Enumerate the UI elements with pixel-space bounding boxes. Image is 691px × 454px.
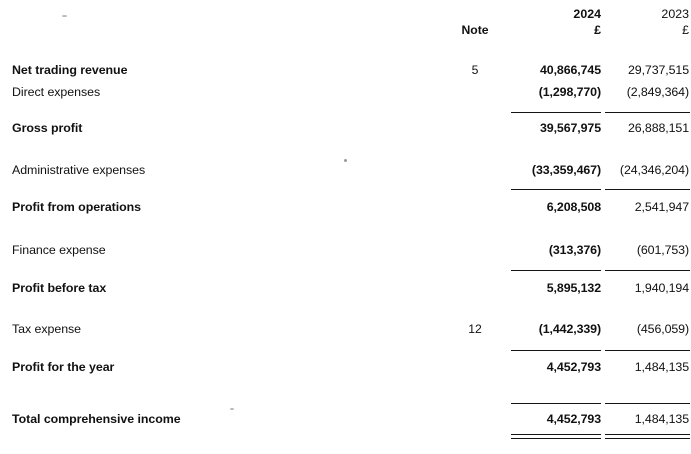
row-label: Net trading revenue xyxy=(12,63,128,77)
subtotal-rule-2024 xyxy=(511,189,601,190)
row-label: Administrative expenses xyxy=(12,163,146,177)
column-header-2023: 2023 xyxy=(661,7,689,21)
column-header-note: Note xyxy=(461,23,489,37)
subtotal-rule-2024 xyxy=(511,350,601,351)
table-row xyxy=(0,280,691,297)
table-row xyxy=(0,242,691,259)
table-row xyxy=(0,359,691,376)
subtotal-rule-2023 xyxy=(605,112,690,113)
row-value-2024: 39,567,975 xyxy=(539,121,601,135)
row-value-2023: 1,484,135 xyxy=(634,360,689,374)
table-row xyxy=(0,120,691,137)
row-value-2023: 29,737,515 xyxy=(627,63,689,77)
column-header-currency-row xyxy=(0,22,691,39)
row-value-2024: 4,452,793 xyxy=(546,412,601,426)
table-row xyxy=(0,199,691,216)
subtotal-rule-2024 xyxy=(511,112,601,113)
table-row xyxy=(0,62,691,79)
row-value-2023: (601,753) xyxy=(636,243,689,257)
row-value-2024: (313,376) xyxy=(548,243,601,257)
scan-artifact-speck xyxy=(344,159,347,162)
column-header-2024: 2024 xyxy=(573,7,601,21)
row-value-2023: 26,888,151 xyxy=(627,121,689,135)
table-row xyxy=(0,411,691,428)
row-label: Tax expense xyxy=(12,322,82,336)
total-rule-2023 xyxy=(605,403,690,404)
closing-double-rule-2024 xyxy=(511,434,601,438)
row-label: Direct expenses xyxy=(12,85,101,99)
total-rule-2024 xyxy=(511,403,601,404)
subtotal-rule-2023 xyxy=(605,350,690,351)
row-value-2024: 4,452,793 xyxy=(546,360,601,374)
row-value-2024: 5,895,132 xyxy=(546,281,601,295)
scan-artifact-speck xyxy=(230,408,234,410)
row-value-2024: (1,442,339) xyxy=(538,322,601,336)
row-value-2023: (2,849,364) xyxy=(626,85,689,99)
column-header-year-row xyxy=(0,6,691,23)
row-label: Gross profit xyxy=(12,121,83,135)
table-row xyxy=(0,84,691,101)
currency-symbol-2023: £ xyxy=(682,23,689,37)
closing-double-rule-2023 xyxy=(605,434,690,438)
row-value-2023: 1,484,135 xyxy=(634,412,689,426)
row-value-2024: (1,298,770) xyxy=(538,85,601,99)
row-note-reference: 12 xyxy=(468,322,482,336)
row-value-2023: 2,541,947 xyxy=(634,200,689,214)
row-value-2023: (456,059) xyxy=(636,322,689,336)
subtotal-rule-2024 xyxy=(511,270,601,271)
row-label: Profit from operations xyxy=(12,200,142,214)
row-value-2024: (33,359,467) xyxy=(531,163,601,177)
currency-symbol-2024: £ xyxy=(594,23,601,37)
row-value-2024: 40,866,745 xyxy=(539,63,601,77)
subtotal-rule-2023 xyxy=(605,270,690,271)
table-row xyxy=(0,162,691,179)
row-label: Finance expense xyxy=(12,243,106,257)
row-label: Total comprehensive income xyxy=(12,412,181,426)
row-value-2023: 1,940,194 xyxy=(634,281,689,295)
row-label: Profit for the year xyxy=(12,360,115,374)
row-value-2023: (24,346,204) xyxy=(619,163,689,177)
table-row xyxy=(0,321,691,338)
row-note-reference: 5 xyxy=(471,63,479,77)
row-label: Profit before tax xyxy=(12,281,107,295)
scan-artifact-speck xyxy=(62,15,67,17)
subtotal-rule-2023 xyxy=(605,189,690,190)
row-value-2024: 6,208,508 xyxy=(546,200,601,214)
